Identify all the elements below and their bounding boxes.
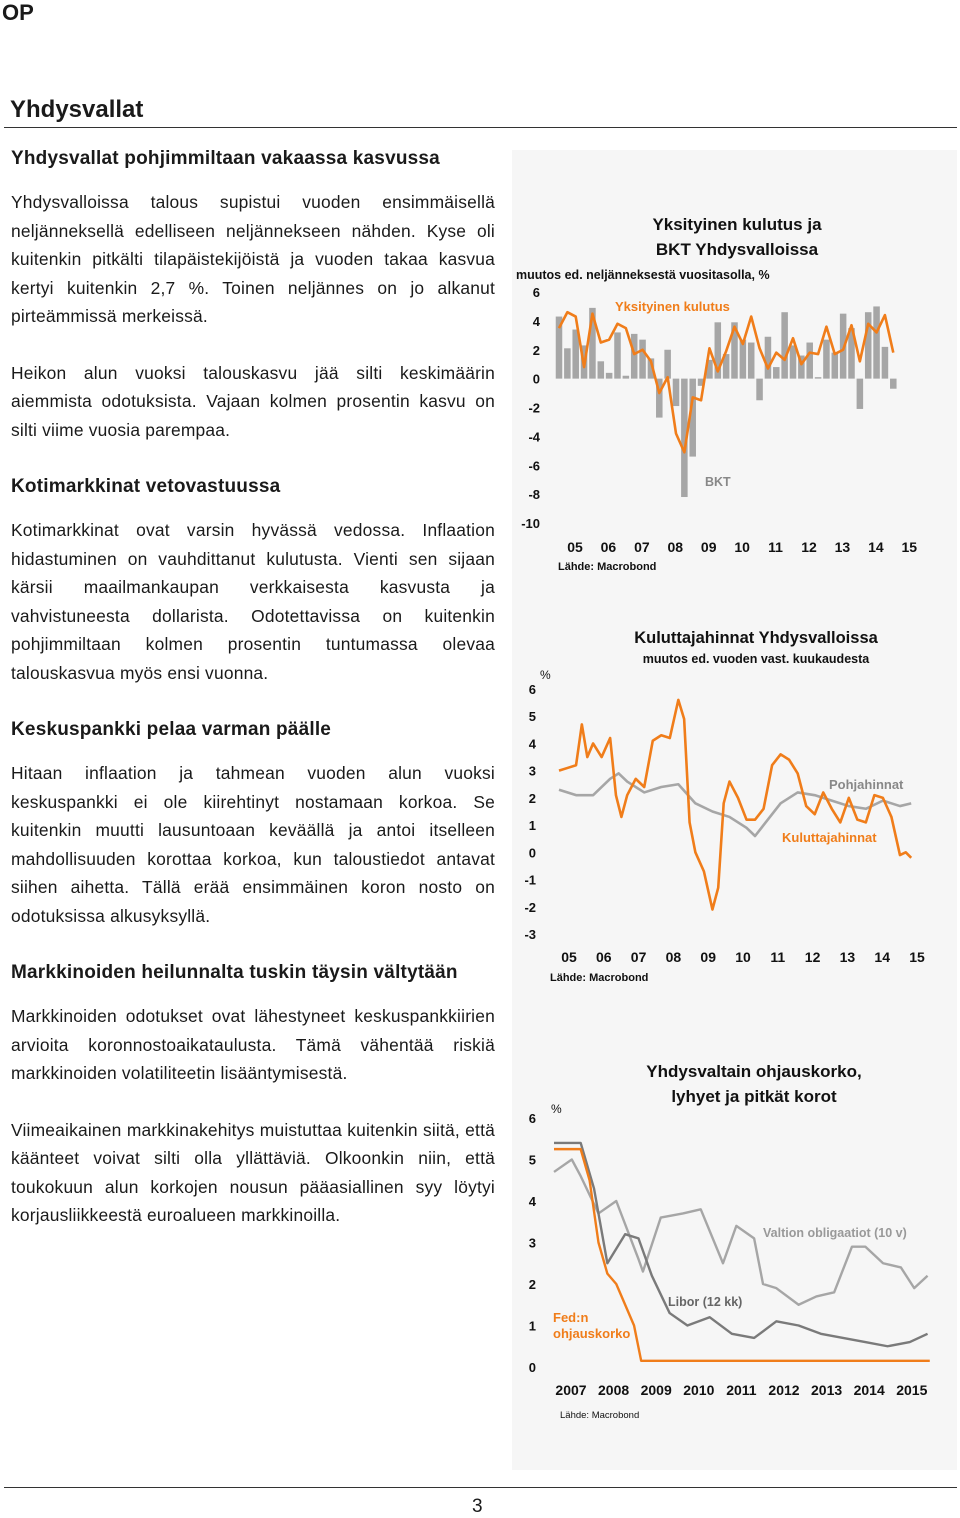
gdp-bar — [664, 350, 671, 379]
section-heading: Keskuspankki pelaa varman päälle — [11, 719, 332, 740]
y-tick-label: 0 — [532, 371, 540, 387]
y-tick-label: 6 — [528, 682, 536, 697]
gdp-bar — [614, 332, 621, 378]
y-tick-label: 4 — [532, 313, 540, 329]
x-tick-label: 2010 — [683, 1382, 715, 1398]
gdp-bar — [598, 361, 605, 378]
label-line: Fed:n — [553, 1310, 589, 1325]
y-tick-label: 6 — [528, 1111, 536, 1126]
consumer-prices-chart — [512, 620, 957, 990]
gdp-bar — [790, 345, 797, 378]
x-tick-label: 09 — [700, 949, 716, 965]
x-tick-label: 05 — [561, 949, 577, 965]
y-unit-label: % — [540, 668, 551, 682]
y-tick-label: -8 — [528, 487, 540, 503]
y-tick-label: 4 — [528, 736, 536, 752]
x-tick-label: 2011 — [726, 1382, 757, 1398]
x-tick-label: 2009 — [640, 1382, 672, 1398]
gdp-bar — [564, 348, 571, 378]
gdp-bar — [740, 340, 747, 379]
header-divider — [4, 127, 957, 128]
gdp-bar — [639, 340, 646, 379]
y-tick-label: -2 — [528, 400, 540, 416]
x-tick-label: 14 — [868, 539, 884, 555]
paragraph: Hitaan inflaation ja tahmean vuoden alun vuoksi keskuspankki ei ole kiirehtinyt nostamaan korkoa. Se kuitenkin muutti lausuntoaan keväällä ja antoi itselleen mahdollisuuden korottaa korkoa, kun taloustiedot antavat siihen aihetta. Tällä erää ensimmäinen koron nosto on odotuksissa alkusyksyllä. — [11, 763, 495, 926]
paragraph: Markkinoiden odotukset ovat lähestyneet keskuspankkiirien arvioita koronnostoaikataulusta. Tämä vähentää riskiä markkinoiden volatiliteetin lisääntymisestä. — [11, 1006, 495, 1083]
chart-subtitle: muutos ed. neljänneksestä vuositasolla, % — [516, 268, 770, 282]
footer-divider — [4, 1487, 957, 1488]
op-logo: OP — [2, 0, 34, 25]
libor-line — [554, 1143, 928, 1346]
series-label-fed — [553, 1310, 630, 1341]
chart-title-line1: Yhdysvaltain ohjauskorko, — [646, 1062, 862, 1081]
x-tick-label: 08 — [665, 949, 682, 965]
series-label-libor: Libor (12 kk) — [668, 1295, 743, 1309]
gdp-bar — [873, 306, 880, 378]
y-tick-label: 2 — [528, 790, 536, 806]
x-tick-label: 12 — [804, 949, 821, 965]
y-tick-label: 0 — [528, 845, 536, 861]
y-tick-label: 1 — [528, 1318, 536, 1334]
x-tick-label: 06 — [600, 539, 617, 555]
interest-rates-chart — [512, 1050, 957, 1430]
gdp-bar — [748, 343, 755, 379]
page-number: 3 — [472, 1496, 483, 1517]
y-unit-label: % — [551, 1102, 562, 1116]
x-tick-label: 2007 — [555, 1382, 587, 1398]
gdp-bar — [823, 340, 830, 379]
x-tick-label: 11 — [770, 949, 786, 965]
chart-source: Lähde: Macrobond — [558, 561, 657, 573]
section-heading: Kotimarkkinat vetovastuussa — [11, 476, 281, 497]
y-tick-label: 3 — [528, 763, 536, 779]
page-title: Yhdysvallat — [10, 96, 144, 123]
x-tick-label: 2013 — [811, 1382, 843, 1398]
gdp-bar — [606, 373, 613, 379]
gdp-bar — [865, 312, 872, 378]
gdp-bar — [890, 379, 897, 389]
x-tick-label: 15 — [909, 949, 925, 965]
gdp-bar — [781, 312, 788, 378]
y-tick-label: 0 — [528, 1360, 536, 1375]
y-tick-label: 5 — [528, 1152, 536, 1168]
label-line: ohjauskorko — [553, 1326, 631, 1341]
y-tick-label: 2 — [528, 1277, 536, 1292]
y-tick-label: -4 — [528, 429, 540, 445]
y-tick-label: -1 — [524, 872, 536, 888]
x-tick-label: 2015 — [896, 1382, 928, 1398]
chart-title-line1: Yksityinen kulutus ja — [652, 215, 822, 234]
chart-title: Kuluttajahinnat Yhdysvalloissa — [634, 629, 878, 647]
gdp-bar — [815, 377, 822, 378]
chart-source: Lähde: Macrobond — [560, 1410, 640, 1421]
x-tick-label: 10 — [734, 539, 750, 555]
chart-title-line2: lyhyet ja pitkät korot — [671, 1087, 837, 1106]
gdp-bar — [773, 367, 780, 379]
paragraph: Viimeaikainen markkinakehitys muistuttaa kuitenkin siitä, että käänteet voivat silti olla yllättäviä. Olkoonkin niin, että toukokuun alun korkojen nousun pääasiallinen syy löytyi korjausliikkeestä euroalueen markkinoilla. — [11, 1119, 495, 1225]
x-tick-label: 09 — [700, 539, 717, 555]
gdp-bar — [623, 376, 630, 379]
x-tick-label: 07 — [634, 539, 650, 555]
series-label-core: Pohjahinnat — [829, 777, 904, 792]
section-heading: Yhdysvallat pohjimmiltaan vakaassa kasvussa — [11, 148, 440, 169]
paragraph: Kotimarkkinat ovat varsin hyvässä vedossa. Inflaation hidastuminen on vauhdittanut kulutusta. Vienti sen sijaan kärsii maailmankaupan verkkaisesta kasvusta ja vahvistuneesta dollarista. Odotettavissa on kuitenkin pohjimmiltaan kolmen prosentin tuntumassa olevaa talouskasvua myös ensi vuonna. — [11, 520, 495, 683]
x-tick-label: 07 — [630, 949, 647, 965]
series-label-gdp: BKT — [705, 475, 731, 489]
x-tick-label: 12 — [801, 539, 817, 555]
gdp-bar — [806, 343, 813, 379]
paragraph: Heikon alun vuoksi talouskasvu jää silti keskimäärin aiemmista odotuksista. Vajaan kolmen prosentin kasvu on silti viime vuosia parempaa. — [11, 362, 495, 440]
y-tick-label: 3 — [528, 1235, 536, 1251]
series-label-cpi: Kuluttajahinnat — [782, 830, 877, 845]
article-body — [11, 144, 495, 1258]
y-tick-label: 1 — [528, 818, 536, 834]
x-tick-label: 2014 — [853, 1382, 885, 1398]
y-tick-label: -3 — [524, 927, 536, 942]
gdp-bar — [765, 337, 772, 379]
x-tick-label: 10 — [735, 949, 751, 965]
y-tick-label: 4 — [528, 1194, 536, 1209]
x-tick-label: 2008 — [598, 1382, 630, 1398]
chart-title-line2: BKT Yhdysvalloissa — [655, 240, 819, 259]
y-tick-label: -6 — [528, 458, 540, 474]
gdp-bar — [882, 347, 889, 379]
chart-subtitle: muutos ed. vuoden vast. kuukaudesta — [642, 652, 870, 666]
gdp-bar — [631, 334, 638, 379]
chart-source: Lähde: Macrobond — [550, 972, 649, 984]
x-tick-label: 06 — [596, 949, 612, 965]
gdp-bar — [857, 379, 864, 409]
x-tick-label: 13 — [839, 949, 856, 965]
y-tick-label: 6 — [532, 285, 540, 300]
x-tick-label: 08 — [667, 539, 684, 555]
x-tick-label: 13 — [834, 539, 851, 555]
y-tick-label: 5 — [528, 709, 536, 725]
y-tick-label: 2 — [532, 342, 540, 358]
x-tick-label: 15 — [901, 539, 918, 555]
gdp-bar — [832, 353, 839, 379]
gdp-bar — [673, 379, 680, 406]
x-tick-label: 14 — [874, 949, 890, 965]
paragraph: Yhdysvalloissa talous supistui vuoden ensimmäisellä neljänneksellä edelliseen neljännekseen nähden. Kyse oli kuitenkin pitkälti tilapäistekijöistä ja vuoden takaa kasvua kertyi kuitenkin 2,7 %. Toinen neljännes on jo alkanut pirteämmissä merkeissä. — [11, 192, 495, 326]
series-label-consumption: Yksityinen kulutus — [615, 299, 730, 314]
y-tick-label: -2 — [524, 899, 536, 915]
consumption-gdp-chart — [512, 200, 957, 630]
gdp-bar — [756, 379, 763, 401]
x-tick-label: 11 — [768, 539, 783, 555]
y-tick-label: -10 — [521, 516, 540, 531]
x-tick-label: 2012 — [768, 1382, 800, 1398]
x-tick-label: 05 — [567, 539, 583, 555]
section-heading: Markkinoiden heilunnalta tuskin täysin vältytään — [11, 962, 458, 983]
series-label-bond10y: Valtion obligaatiot (10 v) — [763, 1226, 907, 1240]
cpi-line — [559, 700, 911, 910]
